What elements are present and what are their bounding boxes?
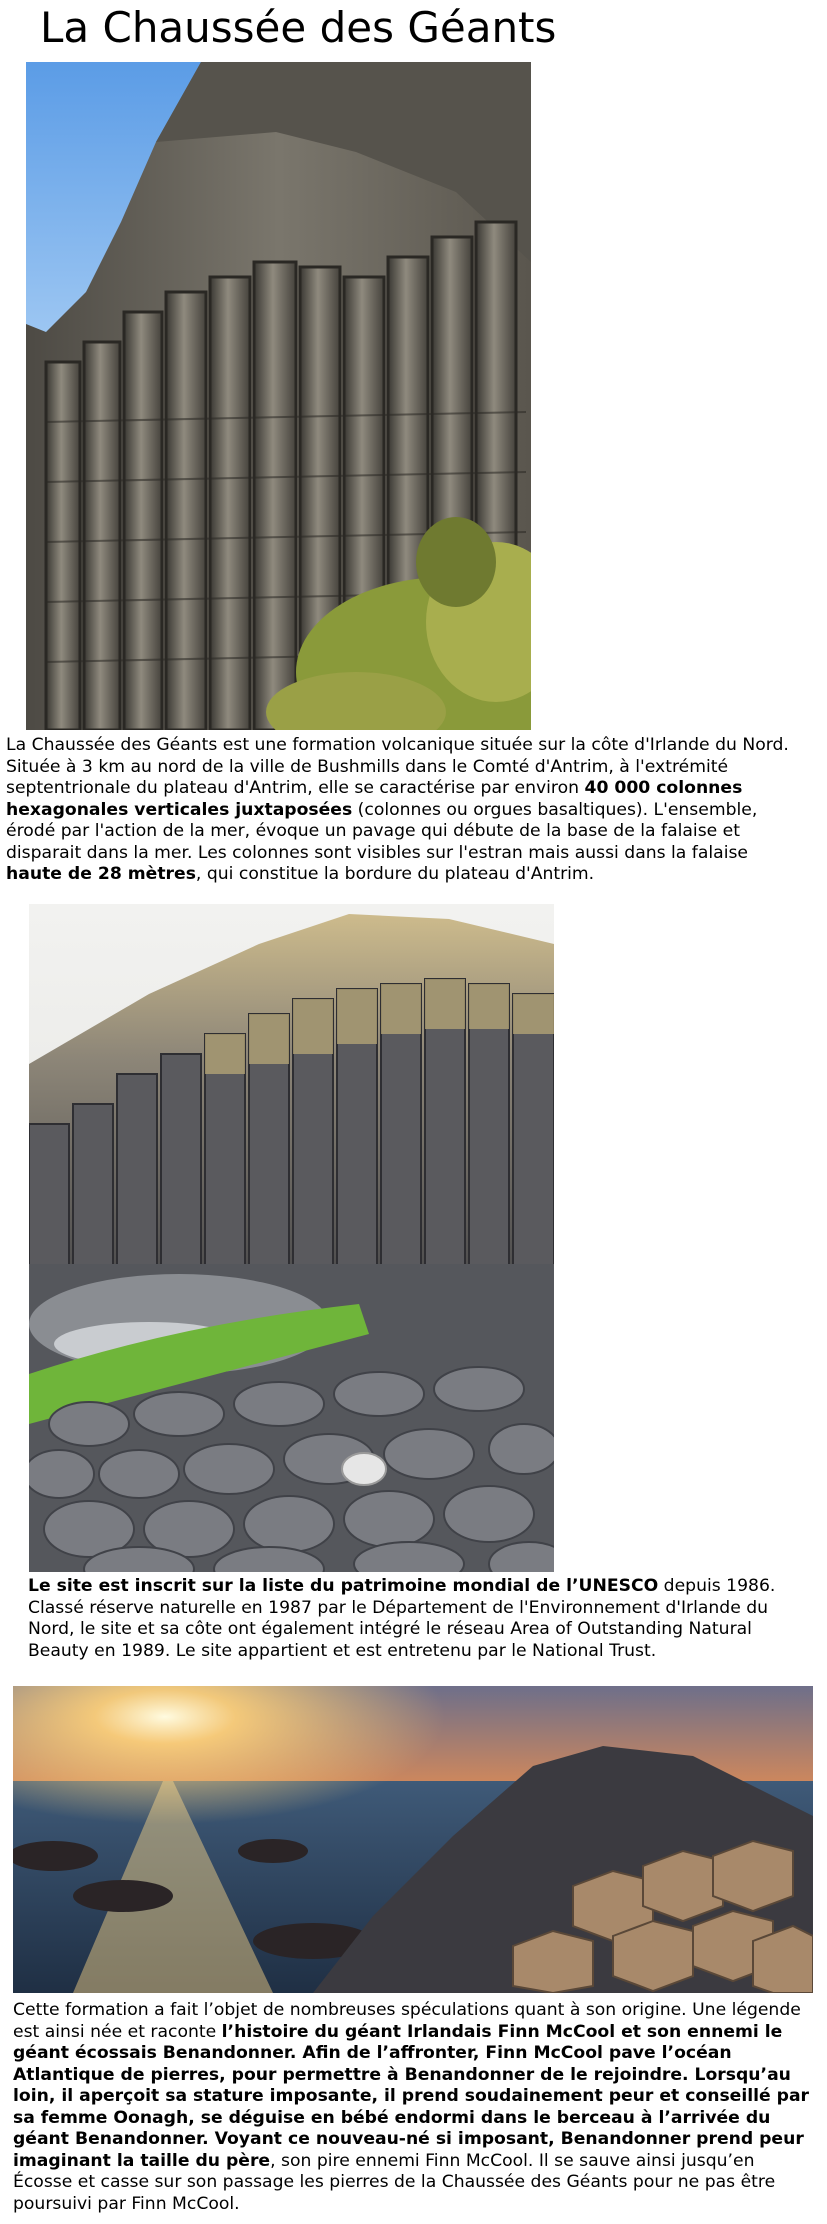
- bold-text-run: Le site est inscrit sur la liste du patrimoine mondial de l’UNESCO: [28, 1576, 659, 1596]
- bold-text-run: 40 000 colonnes hexagonales verticales juxtaposées: [6, 778, 743, 820]
- section-2-paragraph: [28, 1576, 818, 1662]
- text-run: Cette formation a fait l’objet de nombreuses spéculations quant à son origine. Une légende est ainsi née et raconte: [13, 2000, 801, 2042]
- text-run: , qui constitue la bordure du plateau d'Antrim.: [195, 864, 595, 884]
- text-run: (colonnes ou orgues basaltiques). L'ensemble, érodé par l'action de la mer, évoque un pavage qui débute de la base de la falaise et disparait dans la mer. Les colonnes sont visibles sur l'estran mais aussi dans la falaise: [6, 799, 758, 863]
- bold-text-run: haute de 28 mètres: [6, 864, 196, 884]
- sunset-causeway-sea-image: [13, 1686, 813, 1993]
- section-3-paragraph: [13, 2000, 813, 2215]
- page-title: La Chaussée des Géants: [40, 3, 557, 52]
- bold-text-run: l’histoire du géant Irlandais Finn McCool et son ennemi le géant écossais Benandonner. Afin de l’affronter, Finn McCool pave l’océan Atlantique de pierres, pour permettre à Benandonner de le rejoindre. Lorsqu’au loin, il aperçoit sa stature imposante, il prend soudainement peur et conseillé par sa femme Oonagh, se déguise en bébé endormi dans le berceau à l’arrivée du géant Benandonner. Voyant ce nouveau-né si imposant, Benandonner prend peur imaginant la taille du père: [13, 2021, 810, 2171]
- text-run: La Chaussée des Géants est une formation volcanique située sur la côte d'Irlande du Nord. Située à 3 km au nord de la ville de Bushmills dans le Comté d'Antrim, à l'extrémité septentrionale du plateau d'Antrim, elle se caractérise par environ: [6, 735, 789, 798]
- basalt-columns-cliff-image: [26, 62, 531, 730]
- section-1-paragraph: [6, 735, 796, 886]
- text-run: depuis 1986. Classé réserve naturelle en 1987 par le Département de l'Environnement d'Irlande du Nord, le site et sa côte ont également intégré le réseau Area of Outstanding Natural Beauty en 1989. Le site appartient et est entretenu par le National Trust.: [28, 1576, 776, 1661]
- hexagonal-stones-shore-image: [29, 904, 554, 1572]
- text-run: , son pire ennemi Finn McCool. Il se sauve ainsi jusqu’en Écosse et casse sur son passage les pierres de la Chaussée des Géants pour ne pas être poursuivi par Finn McCool.: [13, 2150, 776, 2214]
